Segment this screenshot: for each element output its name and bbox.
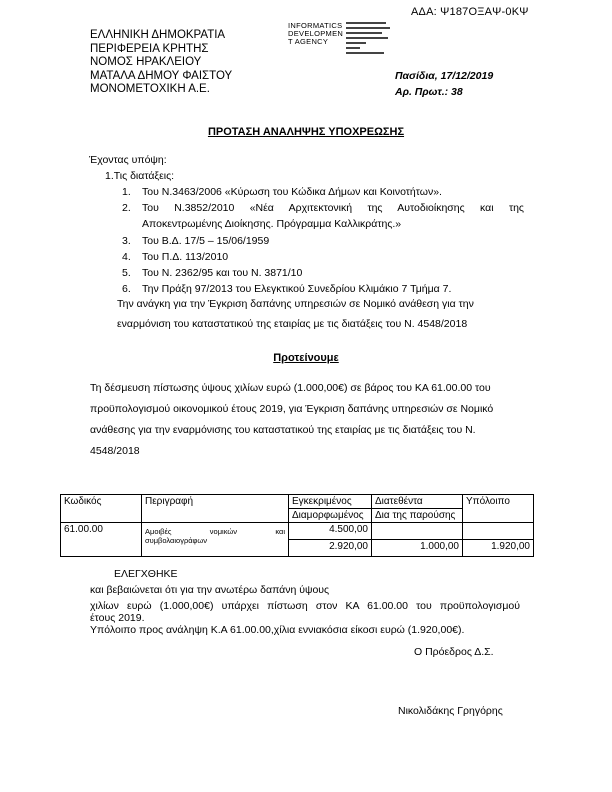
header-remaining: Υπόλοιπο: [463, 495, 534, 523]
law-item: 5. Του Ν. 2362/95 και του Ν. 3871/10: [122, 267, 303, 279]
issuer-line: ΜΑΤΑΛΑ ΔΗΜΟΥ ΦΑΙΣΤΟΥ: [90, 69, 233, 82]
document-title: ΠΡΟΤΑΣΗ ΑΝΑΛΗΨΗΣ ΥΠΟΧΡΕΩΣΗΣ: [207, 126, 405, 138]
checked-line: χιλίων ευρώ (1.000,00€) υπάρχει πίστωση στον ΚΑ 61.00.00 του προϋπολογισμού: [90, 600, 520, 612]
law-item: 3. Του Β.Δ. 17/5 – 15/06/1959: [122, 235, 270, 247]
cell-available: 1.000,00: [372, 540, 463, 557]
need-line: Την ανάγκη για την Έγκριση δαπάνης υπηρεσιών σε Νομικό ανάθεση για την: [117, 298, 474, 310]
header-approved: Εγκεκριμένος Διαμορφωμένος: [289, 495, 372, 523]
issuer-line: ΜΟΝΟΜΕΤΟΧΙΚΗ Α.Ε.: [90, 83, 210, 96]
header-code: Κωδικός: [61, 495, 142, 523]
checked-line: Υπόλοιπο προς ανάληψη Κ.Α 61.00.00,χίλια εννιακόσια είκοσι ευρώ (1.920,00€).: [90, 624, 465, 636]
budget-table: [60, 494, 534, 557]
law-item: 4. Του Π.Δ. 113/2010: [122, 251, 229, 263]
signature-role: Ο Πρόεδρος Δ.Σ.: [414, 646, 494, 658]
cell-approved-net: 2.920,00: [289, 540, 372, 557]
issuer-block: [90, 29, 232, 97]
law-item: 2. Του Ν.3852/2010 «Νέα Αρχιτεκτονική της Αυτοδιοίκησης και της: [122, 202, 524, 214]
cell-remaining: 1.920,00: [463, 540, 534, 557]
cell-approved: 4.500,00: [289, 523, 372, 540]
signature-name: Νικολιδάκης Γρηγόρης: [398, 705, 503, 717]
propose-heading: Προτείνουμε: [273, 352, 339, 364]
checked-heading: ΕΛΕΓΧΘΗΚΕ: [114, 568, 178, 580]
cell-code: 61.00.00: [61, 523, 142, 557]
table-row: [61, 523, 534, 540]
checked-line: έτους 2019.: [90, 612, 145, 624]
ada-code: ΑΔΑ: Ψ187ΟΞΑΨ-0ΚΨ: [411, 6, 529, 18]
considering-label: Έχοντας υπόψη:: [89, 154, 167, 166]
document-date: Πασίδια, 17/12/2019: [395, 70, 494, 82]
digital-signature-stamp: INFORMATICS DEVELOPMEN T AGENCY: [288, 21, 344, 46]
protocol-number: Αρ. Πρωτ.: 38: [395, 86, 463, 98]
provisions-heading: 1.Τις διατάξεις:: [105, 170, 175, 182]
issuer-line: ΝΟΜΟΣ ΗΡΑΚΛΕΙΟΥ: [90, 56, 202, 69]
stamp-fine-print: [346, 21, 394, 57]
law-item: 6. Την Πράξη 97/2013 του Ελεγκτικού Συνεδρίου Κλιμάκιο 7 Τμήμα 7.: [122, 283, 452, 295]
law-item-continuation: Αποκεντρωμένης Διοίκησης. Πρόγραμμα Καλλικράτης.»: [142, 218, 402, 230]
proposal-paragraph: Τη δέσμευση πίστωσης ύψους χιλίων ευρώ (1.000,00€) σε βάρος του ΚΑ 61.00.00 του προϋπολογισμού οικονομικού έτους 2019, για Έγκριση δαπάνης υπηρεσιών σε Νομικό ανάθεσης για την εναρμόνισης του καταστατικού της εταιρίας με τις διατάξεις του Ν. 4548/2018: [90, 382, 494, 457]
issuer-line: ΕΛΛΗΝΙΚΗ ΔΗΜΟΚΡΑΤΙΑ: [90, 29, 226, 41]
header-description: Περιγραφή: [142, 495, 289, 523]
table-header-row: [61, 495, 534, 523]
law-item: 1. Του Ν.3463/2006 «Κύρωση του Κώδικα Δήμων και Κοινοτήτων».: [122, 186, 442, 198]
cell-description: Αμοιβές νομικών και συμβολαιογράφων: [142, 523, 289, 557]
need-line: εναρμόνιση του καταστατικού της εταιρίας με τις διατάξεις του Ν. 4548/2018: [117, 318, 468, 330]
checked-line: και βεβαιώνεται ότι για την ανωτέρω δαπάνη ύψους: [90, 584, 330, 596]
issuer-line: ΠΕΡΙΦΕΡΕΙΑ ΚΡΗΤΗΣ: [90, 42, 209, 55]
header-available: Διατεθέντα Δια της παρούσης: [372, 495, 463, 523]
